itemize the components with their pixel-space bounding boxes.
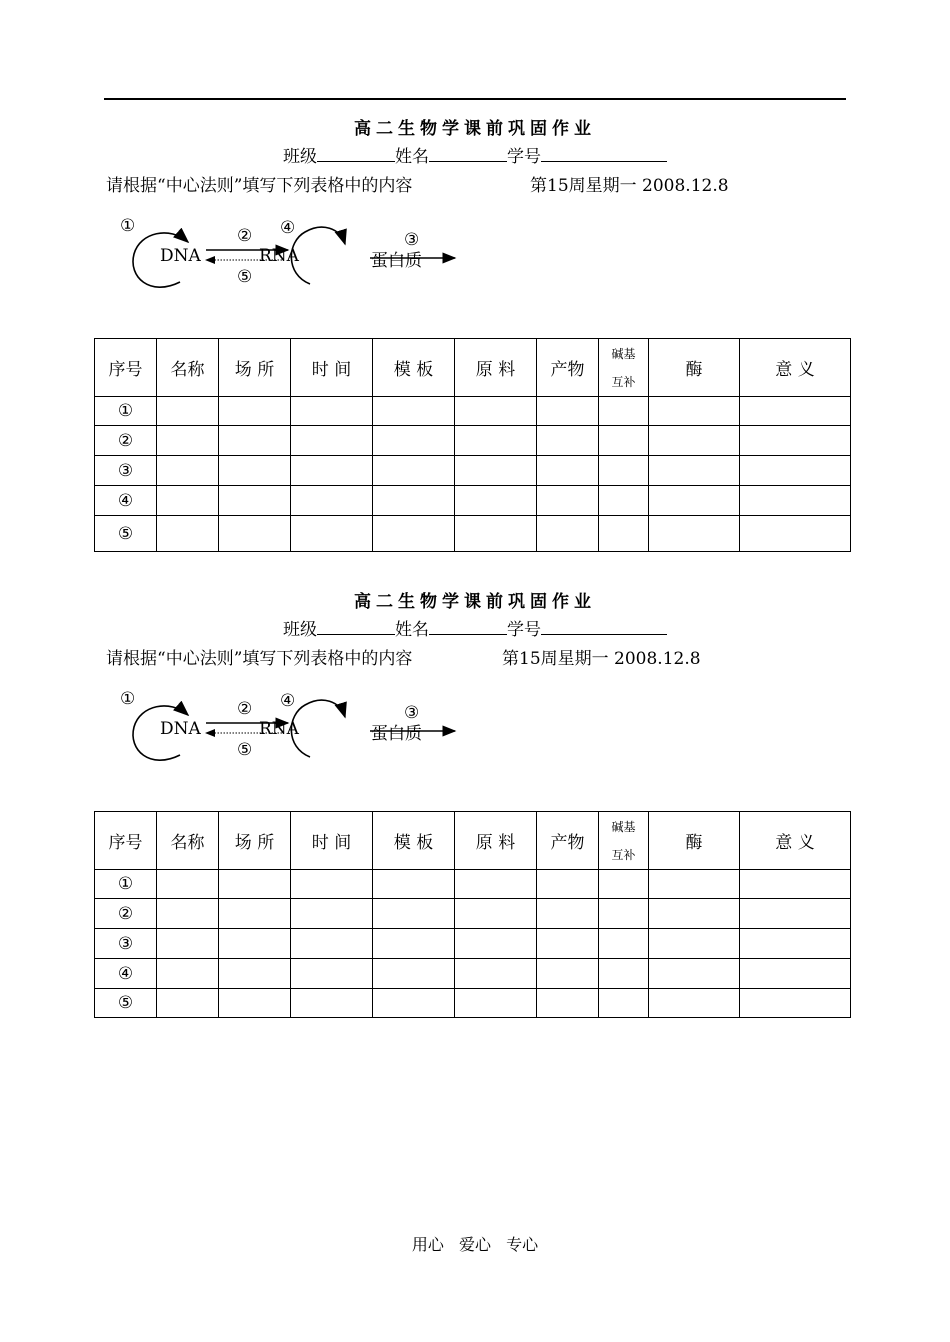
answer-cell[interactable] [599, 899, 649, 929]
answer-cell[interactable] [219, 989, 291, 1018]
answer-cell[interactable] [373, 426, 455, 456]
answer-cell[interactable] [455, 929, 537, 959]
marker-5: ⑤ [237, 267, 253, 287]
student-info-line [0, 142, 950, 167]
answer-cell[interactable] [599, 870, 649, 899]
class-field[interactable] [317, 617, 395, 635]
header-name: 名称 [157, 812, 219, 870]
central-dogma-diagram [0, 685, 950, 785]
answer-cell[interactable] [219, 959, 291, 989]
answer-cell[interactable] [219, 929, 291, 959]
answer-cell[interactable] [599, 989, 649, 1018]
row-index: ③ [95, 456, 157, 486]
header-time: 时 间 [291, 339, 373, 397]
answer-cell[interactable] [537, 989, 599, 1018]
header-base-pairing-line1: 碱基 [611, 819, 636, 834]
central-dogma-arrows [0, 685, 950, 785]
answer-cell[interactable] [740, 870, 851, 899]
student-id-label: 学号 [507, 620, 541, 640]
answer-cell[interactable] [455, 870, 537, 899]
marker-4: ④ [280, 691, 296, 711]
date-text: 第15周星期一 2008.12.8 [502, 649, 701, 669]
answer-cell[interactable] [157, 397, 219, 426]
marker-4: ④ [280, 218, 296, 238]
header-significance: 意 义 [740, 339, 851, 397]
dna-label: DNA [160, 246, 201, 266]
protein-label: 蛋白质 [371, 724, 422, 744]
answer-cell[interactable] [291, 899, 373, 929]
answer-cell[interactable] [649, 426, 740, 456]
header-location: 场 所 [219, 812, 291, 870]
answer-cell[interactable] [157, 929, 219, 959]
header-index: 序号 [95, 812, 157, 870]
answer-cell[interactable] [537, 929, 599, 959]
header-significance: 意 义 [740, 812, 851, 870]
row-index: ① [95, 870, 157, 899]
instruction-text: 请根据“中心法则”填写下列表格中的内容 [106, 649, 413, 669]
table-row [95, 959, 851, 989]
class-label: 班级 [283, 620, 317, 640]
answer-cell[interactable] [455, 397, 537, 426]
answer-cell[interactable] [649, 989, 740, 1018]
row-index: ④ [95, 486, 157, 516]
worksheet-section-2 [0, 473, 950, 1013]
answer-cell[interactable] [291, 426, 373, 456]
answer-cell[interactable] [219, 397, 291, 426]
central-dogma-diagram [0, 212, 950, 312]
header-index: 序号 [95, 339, 157, 397]
answer-cell[interactable] [219, 899, 291, 929]
table-row [95, 426, 851, 456]
student-id-field[interactable] [541, 144, 667, 162]
central-dogma-arrows [0, 212, 950, 312]
answer-cell[interactable] [740, 929, 851, 959]
table-row [95, 989, 851, 1018]
dna-label: DNA [160, 719, 201, 739]
header-template: 模 板 [373, 339, 455, 397]
answer-cell[interactable] [157, 426, 219, 456]
table-header-row [95, 339, 851, 397]
page-footer: 用心 爱心 专心 [411, 1235, 539, 1254]
header-enzyme: 酶 [649, 812, 740, 870]
answer-cell[interactable] [599, 959, 649, 989]
protein-label: 蛋白质 [371, 251, 422, 271]
student-id-label: 学号 [507, 147, 541, 167]
answer-cell[interactable] [291, 929, 373, 959]
answer-cell[interactable] [740, 899, 851, 929]
table-row [95, 929, 851, 959]
header-location: 场 所 [219, 339, 291, 397]
table-row [95, 397, 851, 426]
answer-cell[interactable] [291, 959, 373, 989]
answer-cell[interactable] [649, 929, 740, 959]
name-label: 姓名 [395, 620, 429, 640]
answer-cell[interactable] [599, 397, 649, 426]
instruction-text: 请根据“中心法则”填写下列表格中的内容 [106, 176, 413, 196]
answer-cell[interactable] [537, 959, 599, 989]
marker-3: ③ [404, 703, 420, 723]
answer-cell[interactable] [599, 426, 649, 456]
marker-3: ③ [404, 230, 420, 250]
answer-cell[interactable] [537, 397, 599, 426]
answer-cell[interactable] [373, 899, 455, 929]
answer-cell[interactable] [537, 426, 599, 456]
answer-cell[interactable] [740, 426, 851, 456]
answer-cell[interactable] [649, 959, 740, 989]
answer-cell[interactable] [157, 899, 219, 929]
header-time: 时 间 [291, 812, 373, 870]
answer-cell[interactable] [219, 870, 291, 899]
answer-cell[interactable] [649, 870, 740, 899]
row-index: ⑤ [95, 516, 157, 552]
student-id-field[interactable] [541, 617, 667, 635]
row-index: ② [95, 426, 157, 456]
row-index: ⑤ [95, 989, 157, 1018]
answer-cell[interactable] [455, 899, 537, 929]
answer-cell[interactable] [157, 870, 219, 899]
answer-cell[interactable] [291, 397, 373, 426]
answer-cell[interactable] [649, 397, 740, 426]
marker-2: ② [237, 226, 253, 246]
rna-label: RNA [259, 246, 299, 266]
name-label: 姓名 [395, 147, 429, 167]
answer-cell[interactable] [291, 989, 373, 1018]
answer-cell[interactable] [157, 959, 219, 989]
marker-5: ⑤ [237, 740, 253, 760]
answer-cell[interactable] [373, 870, 455, 899]
answer-cell[interactable] [740, 989, 851, 1018]
answer-cell[interactable] [599, 929, 649, 959]
marker-1: ① [120, 216, 136, 236]
table-row [95, 870, 851, 899]
answer-table [94, 811, 851, 1018]
answer-cell[interactable] [537, 870, 599, 899]
answer-cell[interactable] [157, 989, 219, 1018]
row-index: ③ [95, 929, 157, 959]
answer-cell[interactable] [537, 899, 599, 929]
answer-cell[interactable] [455, 426, 537, 456]
row-index: ② [95, 899, 157, 929]
table-row [95, 899, 851, 929]
header-base-pairing-line2: 互补 [611, 847, 636, 862]
marker-1: ① [120, 689, 136, 709]
rna-replication-loop-arrow [291, 227, 345, 284]
answer-cell[interactable] [740, 959, 851, 989]
answer-cell[interactable] [455, 959, 537, 989]
header-base-pairing-line2: 互补 [611, 374, 636, 389]
rna-replication-loop-arrow [291, 700, 345, 757]
header-base-pairing-line1: 碱基 [611, 346, 636, 361]
header-enzyme: 酶 [649, 339, 740, 397]
header-name: 名称 [157, 339, 219, 397]
header-raw-material: 原 料 [455, 339, 537, 397]
name-field[interactable] [429, 617, 507, 635]
date-text: 第15周星期一 2008.12.8 [530, 176, 729, 196]
marker-2: ② [237, 699, 253, 719]
answer-cell[interactable] [373, 929, 455, 959]
worksheet-title: 高二生物学课前巩固作业 [354, 592, 596, 612]
table-header-row [95, 812, 851, 870]
class-label: 班级 [283, 147, 317, 167]
header-template: 模 板 [373, 812, 455, 870]
worksheet-title: 高二生物学课前巩固作业 [354, 119, 596, 139]
header-product: 产物 [537, 339, 599, 397]
class-field[interactable] [317, 144, 395, 162]
student-info-line [0, 615, 950, 640]
answer-cell[interactable] [373, 959, 455, 989]
header-base-pairing [599, 339, 649, 397]
row-index: ① [95, 397, 157, 426]
header-base-pairing [599, 812, 649, 870]
answer-cell[interactable] [291, 870, 373, 899]
rna-label: RNA [259, 719, 299, 739]
name-field[interactable] [429, 144, 507, 162]
answer-cell[interactable] [373, 989, 455, 1018]
answer-cell[interactable] [649, 899, 740, 929]
row-index: ④ [95, 959, 157, 989]
header-product: 产物 [537, 812, 599, 870]
answer-cell[interactable] [740, 397, 851, 426]
answer-cell[interactable] [219, 426, 291, 456]
answer-cell[interactable] [455, 989, 537, 1018]
answer-cell[interactable] [373, 397, 455, 426]
worksheet-section-1 [0, 0, 950, 544]
header-raw-material: 原 料 [455, 812, 537, 870]
